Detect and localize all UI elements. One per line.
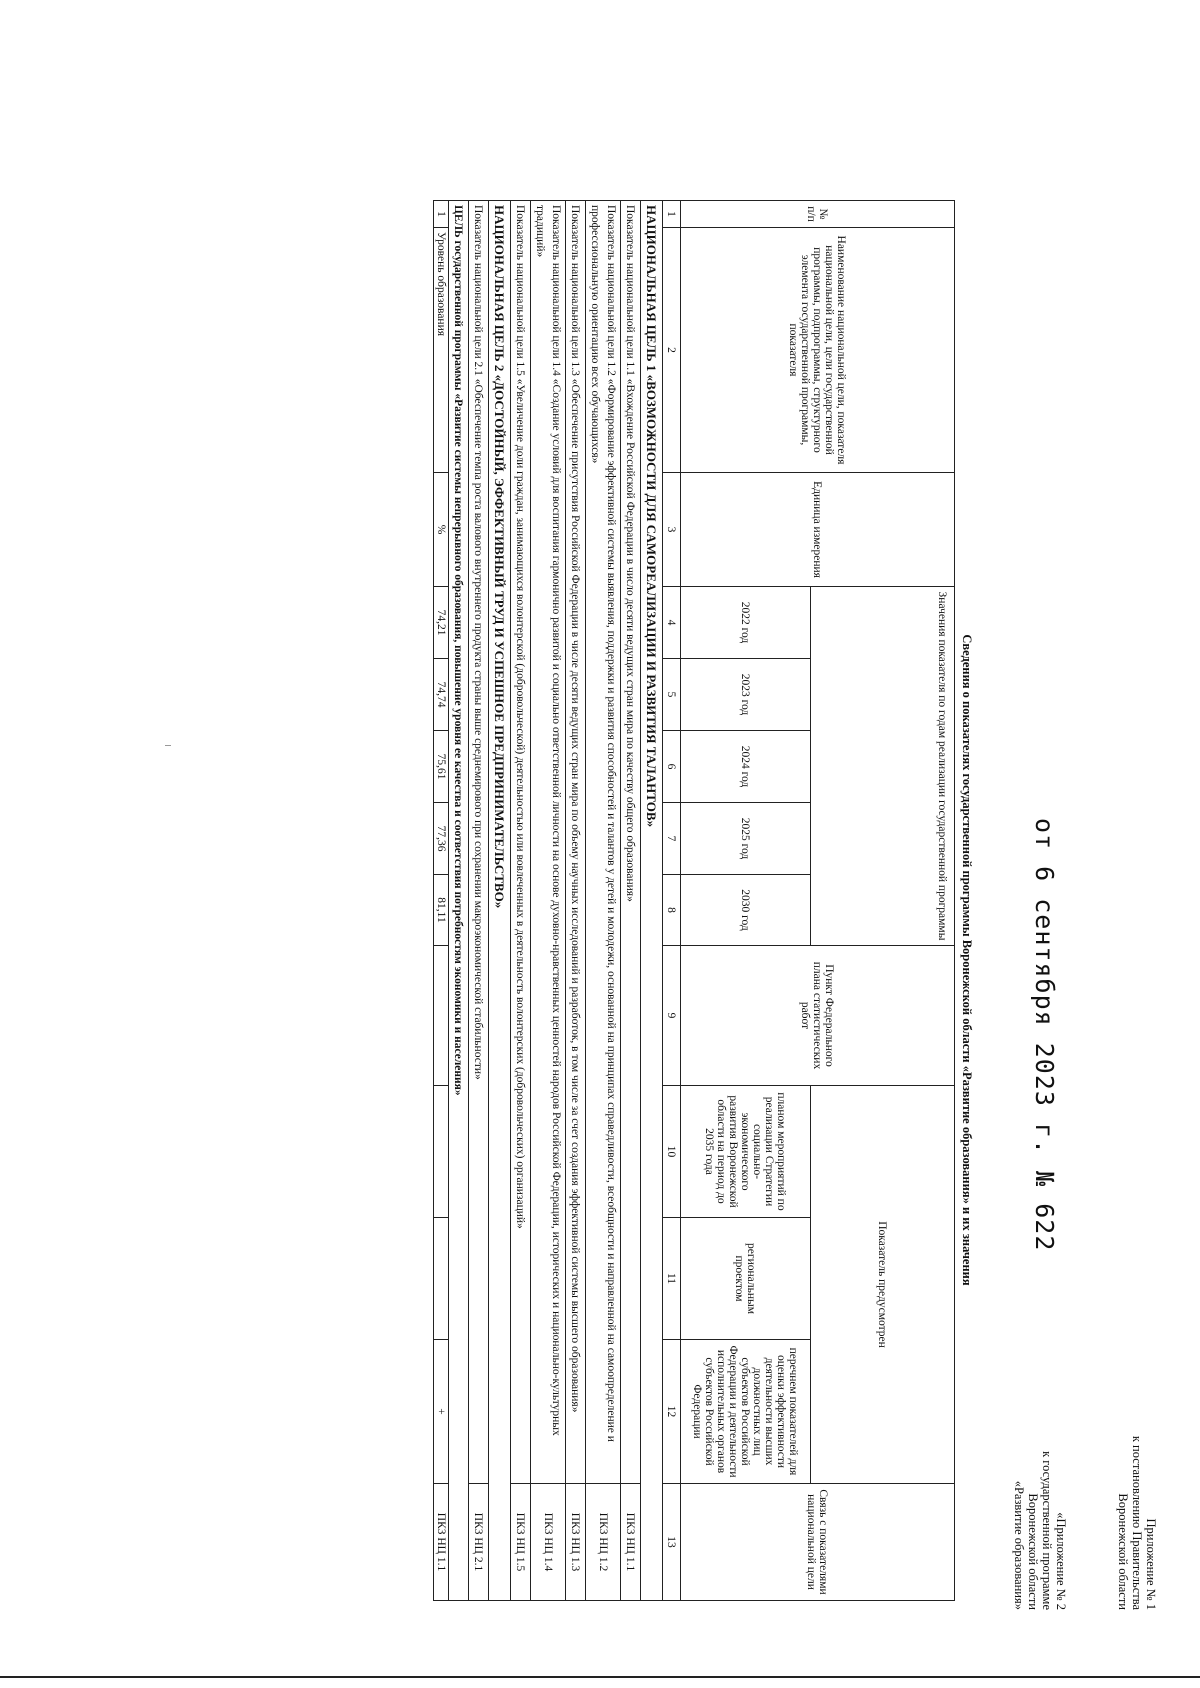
header-regional-project: региональным проектом (681, 1218, 811, 1340)
header-year-2023: 2023 год (681, 659, 811, 731)
column-numbers-row (663, 201, 681, 1601)
indicator-1-2-code: ПКЗ НЦ 1.2 (586, 1484, 621, 1601)
header-year-2024: 2024 год (681, 731, 811, 803)
header-federal-plan: Пункт Федерального плана статистических работ (681, 946, 955, 1086)
row-link: ПКЗ НЦ 1.1 (434, 1484, 449, 1601)
header-strategy-plan: планом мероприятий по реализации Стратегии социально-экономического развития Воронежской области на период до 2035 года (681, 1086, 811, 1218)
table-row (434, 201, 449, 1601)
row-value-2025: 77,36 (434, 803, 449, 875)
column-number: 6 (663, 731, 681, 803)
header-number: № п/п (681, 201, 955, 228)
column-number: 10 (663, 1086, 681, 1218)
indicator-row (621, 201, 641, 1601)
header-year-2022: 2022 год (681, 587, 811, 659)
column-number: 13 (663, 1484, 681, 1601)
column-number: 4 (663, 587, 681, 659)
indicator-row (586, 201, 621, 1601)
appendix-1-line-3: Воронежской области (1116, 1493, 1130, 1610)
header-year-2030: 2030 год (681, 875, 811, 946)
column-number: 7 (663, 803, 681, 875)
indicator-row (566, 201, 586, 1601)
header-name: Наименование национальной цели, показателя национальной цели, цели государственной программы, подпрограммы, структурного элемента государственной программы, показателя (681, 228, 955, 473)
scan-edge-line (0, 1676, 1200, 1678)
row-value-2024: 75,61 (434, 731, 449, 803)
appendix-2-line-1: «Приложение № 2 (1054, 1512, 1068, 1610)
appendix-1-line-1: Приложение № 1 (1144, 1518, 1158, 1610)
column-number: 5 (663, 659, 681, 731)
column-number: 1 (663, 201, 681, 228)
row-name: Уровень образования (434, 228, 449, 473)
row-value-2030: 81,11 (434, 875, 449, 946)
indicator-1-1-code: ПКЗ НЦ 1.1 (621, 1484, 641, 1601)
appendix-1-line-2: к постановлению Правительства (1130, 1435, 1144, 1610)
appendix-2-line-2: к государственной программе (1040, 1451, 1054, 1610)
column-number: 8 (663, 875, 681, 946)
row-value-2022: 74,21 (434, 587, 449, 659)
indicator-1-1-text: Показатель национальной цели 1.1 «Вхождение Российской Федерации в число десяти ведущих стран мира по качеству общего образования» (621, 201, 641, 1484)
appendix-2-block (1012, 1380, 1068, 1610)
national-goal-2-banner: НАЦИОНАЛЬНАЯ ЦЕЛЬ 2 «ДОСТОЙНЫЙ, ЭФФЕКТИВНЫЙ ТРУД И УСПЕШНОЕ ПРЕДПРИНИМАТЕЛЬСТВО» (489, 201, 511, 1601)
column-number: 12 (663, 1340, 681, 1484)
appendix-1-block (1116, 1380, 1158, 1610)
indicator-2-1-code: ПКЗ НЦ 2.1 (469, 1484, 489, 1601)
row-federal-plan (434, 946, 449, 1086)
indicator-1-4-code: ПКЗ НЦ 1.4 (531, 1484, 566, 1601)
indicator-1-5-code: ПКЗ НЦ 1.5 (511, 1484, 531, 1601)
indicator-row (511, 201, 531, 1601)
column-number: 2 (663, 228, 681, 473)
indicator-row (531, 201, 566, 1601)
column-number: 3 (663, 473, 681, 587)
indicator-1-2-text: Показатель национальной цели 1.2 «Формирование эффективной системы выявления, поддержки и развития способностей и талантов у детей и молодежи, основанной на принципах справедливости, всеобщности и направленной на самоопределение и профессиональную ориентацию всех обучающихся» (586, 201, 621, 1484)
header-unit: Единица измерения (681, 473, 955, 587)
document-title: Сведения о показателях государственной программы Воронежской области «Развитие образования» и их значения (960, 634, 974, 1286)
header-link: Связь с показателями национальной цели (681, 1484, 955, 1601)
header-provided-group: Показатель предусмотрен (811, 1086, 955, 1484)
program-goal-row: ЦЕЛЬ государственной программы «Развитие системы непрерывного образования, повышение уровня ее качества и соответствия потребностям экономики и населения» (449, 201, 469, 1601)
row-strategy-plan (434, 1086, 449, 1218)
row-value-2023: 74,74 (434, 659, 449, 731)
national-goal-1-banner: НАЦИОНАЛЬНАЯ ЦЕЛЬ 1 «ВОЗМОЖНОСТИ ДЛЯ САМОРЕАЛИЗАЦИИ И РАЗВИТИЯ ТАЛАНТОВ» (641, 201, 663, 1601)
row-number: 1 (434, 201, 449, 228)
indicator-1-4-text: Показатель национальной цели 1.4 «Создание условий для воспитания гармонично развитой и социально ответственной личности на основе духовно-нравственных ценностей народов Российской Федерации, исторических и национально-культурных традиций» (531, 201, 566, 1484)
indicator-1-3-text: Показатель национальной цели 1.3 «Обеспечение присутствия Российской Федерации в числе десяти ведущих стран мира по объему научных исследований и разработок, в том числе за счет создания эффективной системы высшего образования» (566, 201, 586, 1484)
column-number: 9 (663, 946, 681, 1086)
row-unit: % (434, 473, 449, 587)
rotated-document-page (36, 60, 1176, 1620)
indicator-2-1-text: Показатель национальной цели 2.1 «Обеспечение темпа роста валового внутреннего продукта страны выше среднемирового при сохранении макроэкономической стабильности» (469, 201, 489, 1484)
appendix-2-line-3: Воронежской области (1026, 1493, 1040, 1610)
column-number: 11 (663, 1218, 681, 1340)
header-evaluation-list: перечнем показателей для оценки эффективности деятельности высших должностных лиц субъектов Российской Федерации и деятельности исполнительных органов субъектов Российской Федерации (681, 1340, 811, 1484)
indicator-row (469, 201, 489, 1601)
indicator-1-3-code: ПКЗ НЦ 1.3 (566, 1484, 586, 1601)
row-regional-project (434, 1218, 449, 1340)
header-year-2025: 2025 год (681, 803, 811, 875)
decree-date-number: от 6 сентября 2023 г. № 622 (1030, 818, 1059, 1252)
appendix-2-line-4: «Развитие образования» (1012, 1480, 1026, 1610)
indicator-1-5-text: Показатель национальной цели 1.5 «Увеличение доли граждан, занимающихся волонтерской (добровольческой) деятельностью или вовлеченных в деятельность волонтерских (добровольческих) организаций» (511, 201, 531, 1484)
indicators-table (433, 200, 955, 1601)
row-evaluation-list: + (434, 1340, 449, 1484)
header-values-group: Значения показателя по годам реализации государственной программы (811, 587, 955, 946)
